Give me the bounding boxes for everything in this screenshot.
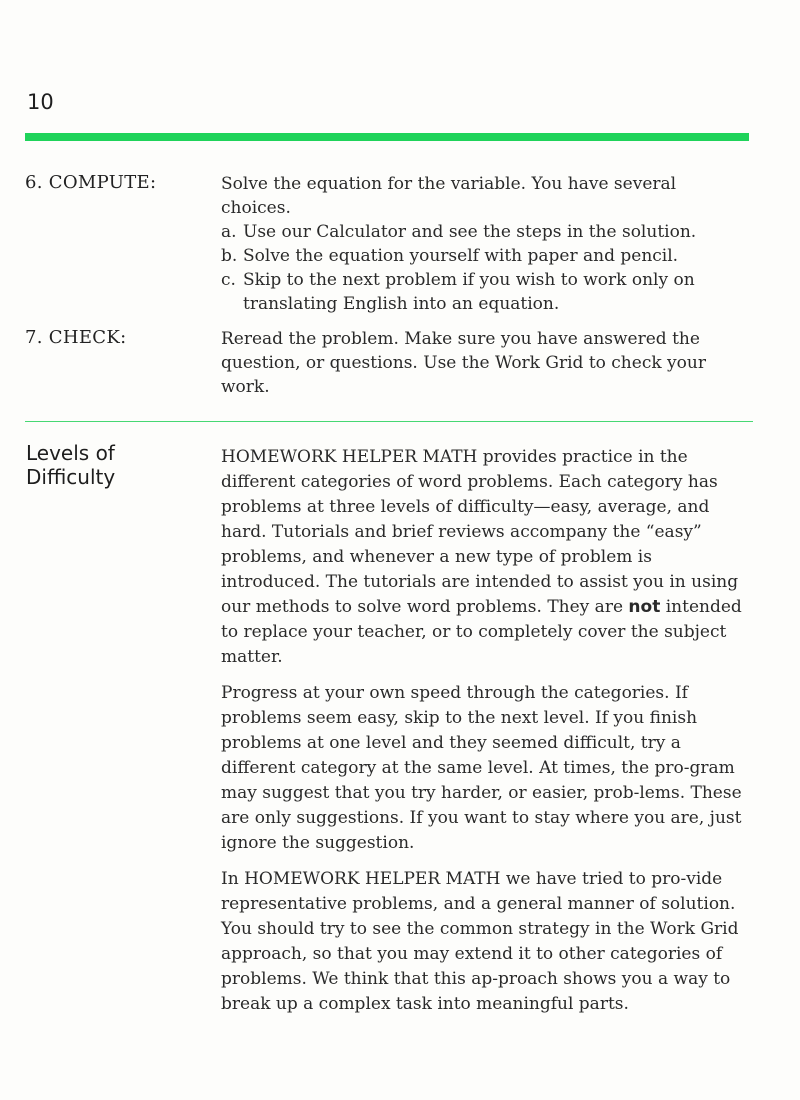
list-text: Skip to the next problem if you wish to work only on translating English into an equation. [243,270,695,314]
section-divider [25,421,753,422]
list-marker: a. [221,222,237,242]
step-check-body [221,327,746,399]
levels-paragraph-1 [221,445,751,670]
levels-paragraph-2: Progress at your own speed through the categories. If problems seem easy, skip to the next level. If you finish problems at one level and they seemed difficult, try a different category at the same level. At times, the pro-gram may suggest that you try harder, or easier, prob-lems. These are only suggestions. If you want to stay where you are, just ignore the suggestion. [221,683,742,853]
levels-p1-text: HOMEWORK HELPER MATH provides practice in the different categories of word problems. Each category has problems at three levels of difficulty—easy, average, and hard. Tutorials and brief reviews accompany the “easy” problems, and whenever a new type of problem is introduced. The tutorials are intended to assist you in using our methods to solve word problems. They are [221,447,739,617]
levels-heading [26,441,166,489]
top-green-rule [25,133,749,141]
step-compute-body [221,172,746,316]
levels-p1-emphasis: not [628,597,661,617]
levels-paragraph-3: In HOMEWORK HELPER MATH we have tried to pro-vide representative problems, and a general manner of solution. You should try to see the common strategy in the Work Grid approach, so that you may extend it to other categories of problems. We think that this ap-proach shows you a way to break up a complex task into meaningful parts. [221,869,739,1014]
list-item [221,220,746,244]
list-item [221,244,746,268]
levels-heading-line2: Difficulty [26,465,116,489]
list-item [221,268,746,316]
list-marker: b. [221,246,238,266]
levels-body [221,445,751,1028]
step-check-text: Reread the problem. Make sure you have answered the question, or questions. Use the Work Grid to check your work. [221,329,706,397]
levels-p1-text-end: intended to replace your teacher, or to completely cover the subject matter. [221,597,742,667]
step-check-label: 7. CHECK: [25,327,127,348]
levels-heading-line1: Levels of [26,441,115,465]
step-compute-intro: Solve the equation for the variable. You have several choices. [221,174,677,218]
list-text: Use our Calculator and see the steps in the solution. [243,222,697,242]
page-number: 10 [27,90,54,114]
list-text: Solve the equation yourself with paper and pencil. [243,246,679,266]
list-marker: c. [221,270,236,290]
step-compute-label: 6. COMPUTE: [25,172,157,193]
